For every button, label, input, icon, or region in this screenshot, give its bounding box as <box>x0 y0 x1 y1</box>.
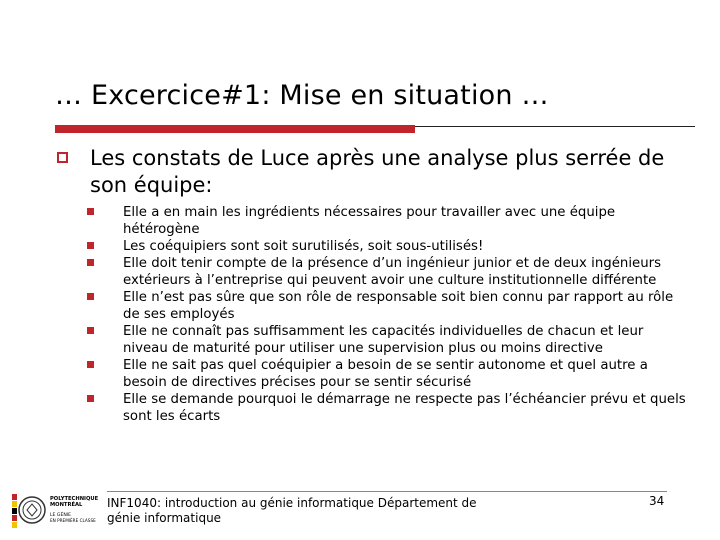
list-item-text: Les coéquipiers sont soit surutilisés, soit sous-utilisés! <box>123 239 484 254</box>
footer-divider <box>107 491 667 492</box>
square-bullet-icon <box>87 208 94 215</box>
square-bullet-icon <box>87 242 94 249</box>
logo-line-1: POLYTECHNIQUE <box>50 496 99 502</box>
hollow-square-bullet-icon <box>57 152 68 163</box>
list-item-text: Elle ne sait pas quel coéquipier a besoin de se sentir autonome et quel autre a besoin de directives précises pour se sentir sécurisé <box>123 358 648 390</box>
list-item <box>87 391 687 425</box>
square-bullet-icon <box>87 395 94 402</box>
square-bullet-icon <box>87 293 94 300</box>
page-number: 34 <box>649 494 665 508</box>
polytechnique-logo <box>10 490 102 530</box>
main-bullet <box>55 145 695 199</box>
list-item <box>87 323 687 357</box>
title-accent-bar <box>55 125 415 133</box>
logo-line-3: LE GÉNIE <box>50 513 72 518</box>
list-item-text: Elle a en main les ingrédients nécessaires pour travailler avec une équipe hétérogène <box>123 205 616 237</box>
list-item <box>87 357 687 391</box>
list-item-text: Elle se demande pourquoi le démarrage ne respecte pas l’échéancier prévu et quels sont les écarts <box>123 392 686 424</box>
footer-text: INF1040: introduction au génie informatique Département de génie informatique <box>107 496 477 525</box>
slide-title: … Excercice#1: Mise en situation … <box>55 80 549 111</box>
list-item-text: Elle n’est pas sûre que son rôle de responsable soit bien connu par rapport au rôle de ses employés <box>123 290 674 322</box>
logo-line-4: EN PREMIÈRE CLASSE <box>50 518 96 523</box>
list-item <box>87 238 687 255</box>
sub-bullet-list <box>87 204 687 425</box>
list-item-text: Elle ne connaît pas suffisamment les capacités individuelles de chacun et leur niveau de maturité pour utiliser une supervision plus ou moins directive <box>123 324 644 356</box>
list-item <box>87 255 687 289</box>
square-bullet-icon <box>87 327 94 334</box>
main-bullet-text: Les constats de Luce après une analyse plus serrée de son équipe: <box>90 146 665 197</box>
list-item <box>87 289 687 323</box>
list-item <box>87 204 687 238</box>
square-bullet-icon <box>87 259 94 266</box>
list-item-text: Elle doit tenir compte de la présence d’un ingénieur junior et de deux ingénieurs extérieurs à l’entreprise qui peuvent avoir une culture institutionnelle différente <box>123 256 662 288</box>
square-bullet-icon <box>87 361 94 368</box>
logo-line-2: MONTRÉAL <box>50 502 83 508</box>
